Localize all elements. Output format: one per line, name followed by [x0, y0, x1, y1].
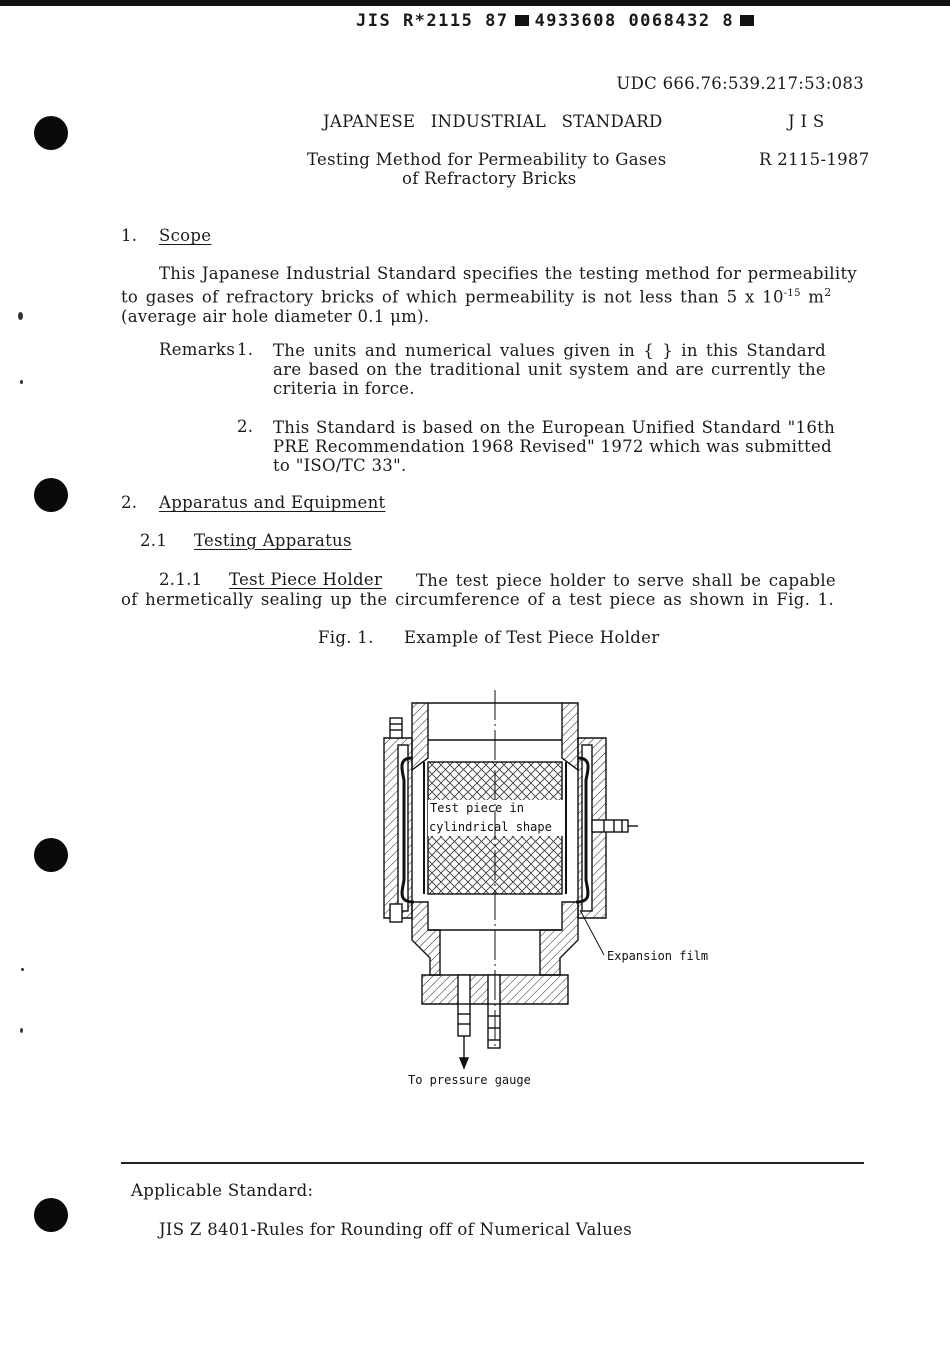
remark-line: This Standard is based on the European Unified Standard "16th: [273, 418, 835, 437]
applicable-standard-reference: JIS Z 8401-Rules for Rounding off of Numerical Values: [159, 1220, 633, 1239]
clause-2-1-1-title: Test Piece Holder: [229, 570, 383, 589]
jis-label: J I S: [788, 112, 825, 131]
scope-line: (average air hole diameter 0.1 μm).: [121, 306, 430, 326]
stamp-numbers: 4933608 0068432 8: [534, 11, 735, 31]
pressure-gauge-label: To pressure gauge: [408, 1073, 531, 1087]
lower-body-left: [412, 902, 440, 975]
upper-sleeve-right-wall: [562, 703, 578, 770]
footer-rule: [121, 1162, 864, 1164]
outlet-nozzle: [458, 1004, 470, 1036]
base-port-right: [488, 975, 500, 1005]
test-piece-label-1: Test piece in: [430, 801, 524, 815]
upper-sleeve-left-wall: [412, 703, 428, 770]
section-1-title: Scope: [159, 226, 212, 245]
udc-number: UDC 666.76:539.217:53:083: [616, 74, 864, 93]
bolt-head-top: [390, 718, 402, 738]
section-2-title: Apparatus and Equipment: [159, 493, 386, 512]
document-title-line1: Testing Method for Permeability to Gases: [307, 150, 667, 169]
clause-line: The test piece holder to serve shall be capable: [416, 571, 836, 590]
expansion-film-label: Expansion film: [607, 949, 709, 963]
document-number: R 2115-1987: [759, 150, 870, 169]
subsection-2-1-title: Testing Apparatus: [194, 531, 352, 550]
figure-label: Fig. 1.: [318, 628, 374, 647]
stamp-code: JIS R*2115 87: [356, 11, 509, 31]
inlet-nozzle: [488, 1004, 500, 1048]
bolt-head-bottom: [390, 904, 402, 922]
section-1-number: 1.: [121, 226, 138, 245]
applicable-standard-label: Applicable Standard:: [131, 1181, 314, 1200]
remark-number: 1.: [237, 340, 254, 359]
lower-body-right: [540, 902, 578, 975]
remark-line: criteria in force.: [273, 379, 415, 398]
base-port-left: [458, 975, 470, 1005]
scope-line: This Japanese Industrial Standard specifies the testing method for permeability: [159, 264, 857, 283]
subsection-2-1-number: 2.1: [140, 531, 168, 550]
document-title-line2: of Refractory Bricks: [402, 169, 577, 188]
standard-title: JAPANESE INDUSTRIAL STANDARD: [323, 112, 663, 131]
remark-number: 2.: [237, 417, 254, 436]
figure-caption: Example of Test Piece Holder: [404, 628, 660, 647]
section-2-number: 2.: [121, 493, 138, 512]
remark-line: PRE Recommendation 1968 Revised" 1972 which was submitted: [273, 437, 832, 456]
pressure-arrow-head: [460, 1058, 468, 1068]
remarks-label: Remarks: [159, 340, 236, 359]
clause-2-1-1-number: 2.1.1: [159, 570, 203, 589]
remark-line: to "ISO/TC 33".: [273, 456, 407, 475]
test-piece-label-2: cylindrical shape: [429, 820, 552, 834]
remark-line: are based on the traditional unit system and are currently the: [273, 360, 826, 379]
remark-line: The units and numerical values given in { } in this Standard: [273, 341, 826, 360]
clause-line: of hermetically sealing up the circumference of a test piece as shown in Fig. 1.: [121, 590, 834, 609]
scope-line: to gases of refractory bricks of which permeability is not less than 5 x $10^{-15}$ $m^2$: [121, 286, 832, 307]
